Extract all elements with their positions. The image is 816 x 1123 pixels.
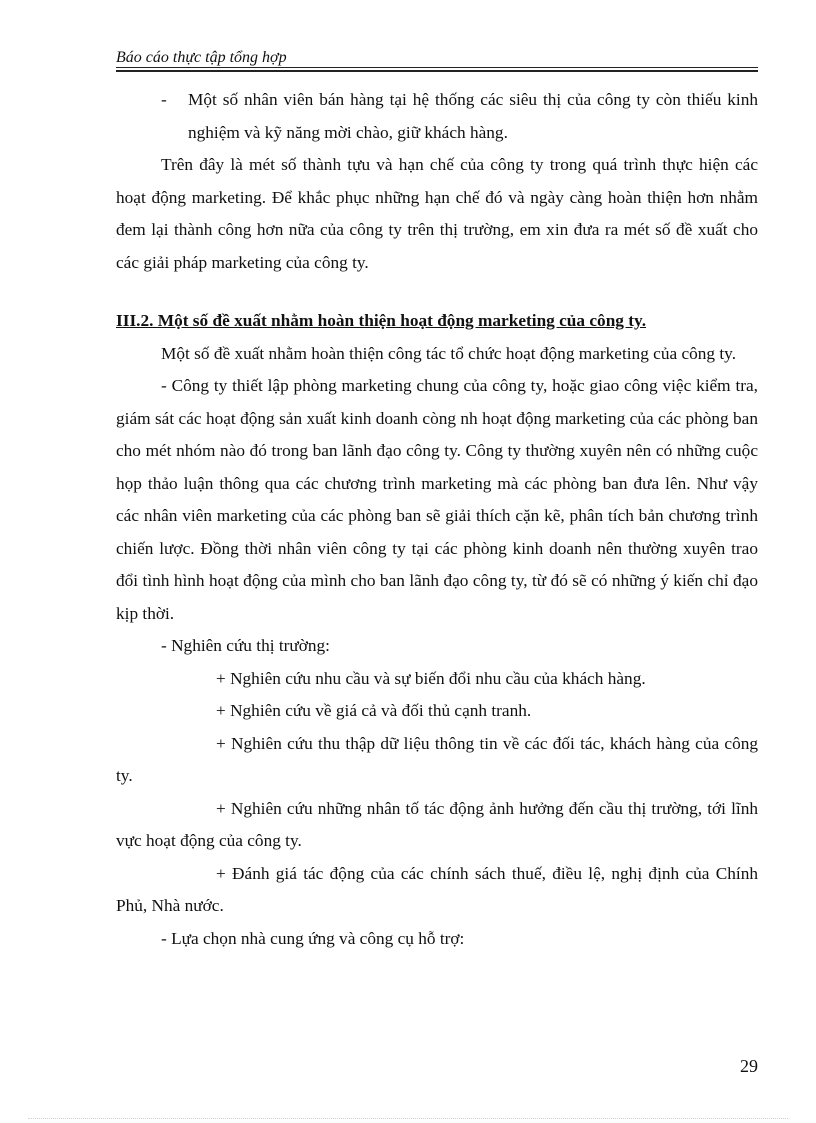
page-header: Báo cáo thực tập tổng hợp <box>116 49 287 66</box>
sub-item: + Đánh giá tác động của các chính sách thuế, điều lệ, nghị định của Chính Phủ, Nhà nước. <box>116 863 758 915</box>
sub-item: + Nghiên cứu những nhân tố tác động ảnh hưởng đến cầu thị trường, tới lĩnh vực hoạt động của công ty. <box>116 798 758 850</box>
bottom-divider <box>28 1118 788 1119</box>
section-heading: III.2. Một số đề xuất nhằm hoàn thiện hoạt động marketing của công ty. <box>116 311 647 330</box>
sub-item: + Nghiên cứu nhu cầu và sự biến đổi nhu cầu của khách hàng. <box>216 668 646 688</box>
point-suppliers: - Lựa chọn nhà cung ứng và công cụ hỗ trợ: <box>161 928 465 948</box>
page-body <box>116 84 758 955</box>
header-rule-thin <box>116 67 758 68</box>
sub-item: + Nghiên cứu về giá cả và đối thủ cạnh tranh. <box>216 701 532 720</box>
point-org: - Công ty thiết lập phòng marketing chung của công ty, hoặc giao công việc kiểm tra, giám sát các hoạt động sản xuất kinh doanh còng nh hoạt động marketing của các phòng ban cho mét nhóm nào đó trong ban lãnh đạo công ty. Công ty thường xuyên nên có những cuộc họp thảo luận thông qua các chương trình marketing mà các phòng ban đưa lên. Như vậy các nhân viên marketing của các phòng ban sẽ giải thích cặn kẽ, phân tích bản chương trình chiến lược. Đồng thời nhân viên công ty tại các phòng kinh doanh nên thường xuyên trao đổi tình hình hoạt động của mình cho ban lãnh đạo công ty, từ đó sẽ có những ý kiến chỉ đạo kịp thời. <box>116 376 758 623</box>
page-number: 29 <box>740 1056 758 1076</box>
sub-item: + Nghiên cứu thu thập dữ liệu thông tin về các đối tác, khách hàng của công ty. <box>116 733 758 785</box>
bullet-mark: - <box>161 90 167 109</box>
bullet-paragraph <box>116 84 758 149</box>
header-rule-thick <box>116 70 758 72</box>
point-market-research: - Nghiên cứu thị trường: <box>161 636 330 655</box>
intro-paragraph: Trên đây là mét số thành tựu và hạn chế của công ty trong quá trình thực hiện các hoạt động marketing. Để khắc phục những hạn chế đó và ngày càng hoàn thiện hơn nhằm đem lại thành công hơn nữa của công ty trên thị trường, em xin đưa ra mét số đề xuất cho các giải pháp marketing của công ty. <box>116 155 758 272</box>
section-intro: Một số đề xuất nhằm hoàn thiện công tác tổ chức hoạt động marketing của công ty. <box>161 343 737 363</box>
bullet-text: Một số nhân viên bán hàng tại hệ thống các siêu thị của công ty còn thiếu kinh nghiệm và kỹ năng mời chào, giữ khách hàng. <box>188 90 758 142</box>
